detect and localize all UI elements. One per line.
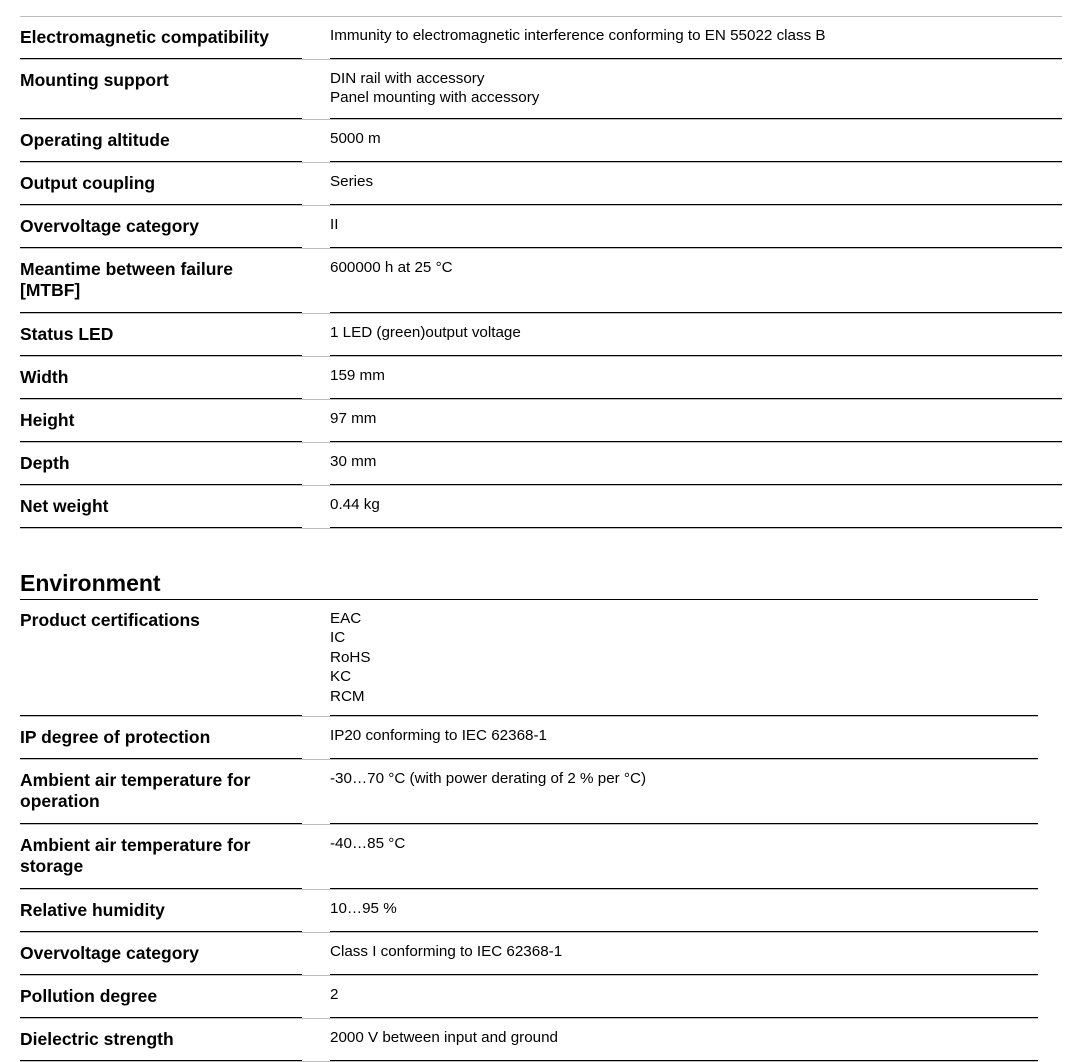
spec-value <box>330 443 1062 485</box>
spec-value-line: 2 <box>330 986 339 1003</box>
spec-label: Status LED <box>20 314 302 356</box>
spec-value <box>330 163 1062 205</box>
spec-value-line: 5000 m <box>330 130 381 147</box>
spec-label: Overvoltage category <box>20 206 302 248</box>
spec-value-line: Panel mounting with accessory <box>330 89 540 107</box>
spec-row-ambient-temp-operation <box>20 760 1038 825</box>
spec-row-output-coupling <box>20 163 1062 206</box>
spec-value-line: -40…85 °C <box>330 835 406 852</box>
spec-value-line: IP20 conforming to IEC 62368-1 <box>330 727 547 744</box>
spec-row-ambient-temp-storage <box>20 825 1038 890</box>
spec-label: Electromagnetic compatibility <box>20 17 302 59</box>
spec-value <box>330 825 1038 889</box>
spec-value <box>330 1019 1038 1061</box>
spec-row-overvoltage-category-env <box>20 933 1038 976</box>
spec-value-line: IC <box>330 629 346 647</box>
spec-label: Output coupling <box>20 163 302 205</box>
spec-value-line: DIN rail with accessory <box>330 70 485 87</box>
spec-label: Mounting support <box>20 60 302 119</box>
spec-value <box>330 400 1062 442</box>
spec-value-line: 97 mm <box>330 410 377 427</box>
spec-row-depth <box>20 443 1062 486</box>
spec-value-line: 1 LED (green)output voltage <box>330 324 521 341</box>
spec-value-line: RCM <box>330 687 365 705</box>
section-title-environment: Environment <box>20 569 1038 600</box>
spec-row-operating-altitude <box>20 120 1062 163</box>
spec-value-line: 2000 V between input and ground <box>330 1029 558 1046</box>
spec-value <box>330 717 1038 759</box>
spec-value-line: RoHS <box>330 648 371 666</box>
spec-label: Product certifications <box>20 600 302 716</box>
environment-table <box>20 600 1038 1062</box>
spec-value-line: 0.44 kg <box>330 496 380 513</box>
spec-row-overvoltage-category <box>20 206 1062 249</box>
spec-value-line: 10…95 % <box>330 900 397 917</box>
spec-value <box>330 249 1062 313</box>
spec-value <box>330 760 1038 824</box>
spec-row-pollution-degree <box>20 976 1038 1019</box>
spec-label: Ambient air temperature for storage <box>20 825 302 889</box>
spec-value-line: II <box>330 216 339 233</box>
spec-value <box>330 486 1062 528</box>
spec-value <box>330 60 1062 119</box>
spec-label: Operating altitude <box>20 120 302 162</box>
datasheet-page <box>20 16 1062 1062</box>
spec-label: Net weight <box>20 486 302 528</box>
spec-value <box>330 976 1038 1018</box>
spec-value-line: EAC <box>330 610 362 627</box>
spec-value <box>330 600 1038 716</box>
spec-value <box>330 120 1062 162</box>
spec-row-status-led <box>20 314 1062 357</box>
spec-row-electromagnetic-compatibility <box>20 17 1062 60</box>
spec-label: IP degree of protection <box>20 717 302 759</box>
spec-value-line: Class I conforming to IEC 62368-1 <box>330 943 563 960</box>
spec-label: Ambient air temperature for operation <box>20 760 302 824</box>
spec-row-product-certifications <box>20 600 1038 717</box>
spec-value <box>330 933 1038 975</box>
spec-row-mounting-support <box>20 60 1062 120</box>
spec-label: Height <box>20 400 302 442</box>
spec-label: Overvoltage category <box>20 933 302 975</box>
spec-label: Depth <box>20 443 302 485</box>
spec-label: Meantime between failure [MTBF] <box>20 249 302 313</box>
characteristics-table <box>20 16 1062 529</box>
spec-row-relative-humidity <box>20 890 1038 933</box>
spec-label: Width <box>20 357 302 399</box>
spec-row-net-weight <box>20 486 1062 529</box>
spec-value-line: Immunity to electromagnetic interference conforming to EN 55022 class B <box>330 27 826 44</box>
spec-value <box>330 17 1062 59</box>
spec-value-line: Series <box>330 173 374 190</box>
spec-value <box>330 357 1062 399</box>
spec-label: Pollution degree <box>20 976 302 1018</box>
spec-value-line: 159 mm <box>330 367 385 384</box>
spec-label: Dielectric strength <box>20 1019 302 1061</box>
spec-value <box>330 890 1038 932</box>
spec-row-ip-degree <box>20 717 1038 760</box>
spec-row-mtbf <box>20 249 1062 314</box>
spec-label: Relative humidity <box>20 890 302 932</box>
spec-value-line: 600000 h at 25 °C <box>330 259 453 276</box>
spec-row-height <box>20 400 1062 443</box>
spec-value-line: KC <box>330 668 352 686</box>
spec-value <box>330 206 1062 248</box>
spec-row-dielectric-strength <box>20 1019 1038 1062</box>
spec-row-width <box>20 357 1062 400</box>
spec-value-line: 30 mm <box>330 453 377 470</box>
spec-value-line: -30…70 °C (with power derating of 2 % per °C) <box>330 770 647 787</box>
section-spacer <box>20 529 1062 569</box>
spec-value <box>330 314 1062 356</box>
